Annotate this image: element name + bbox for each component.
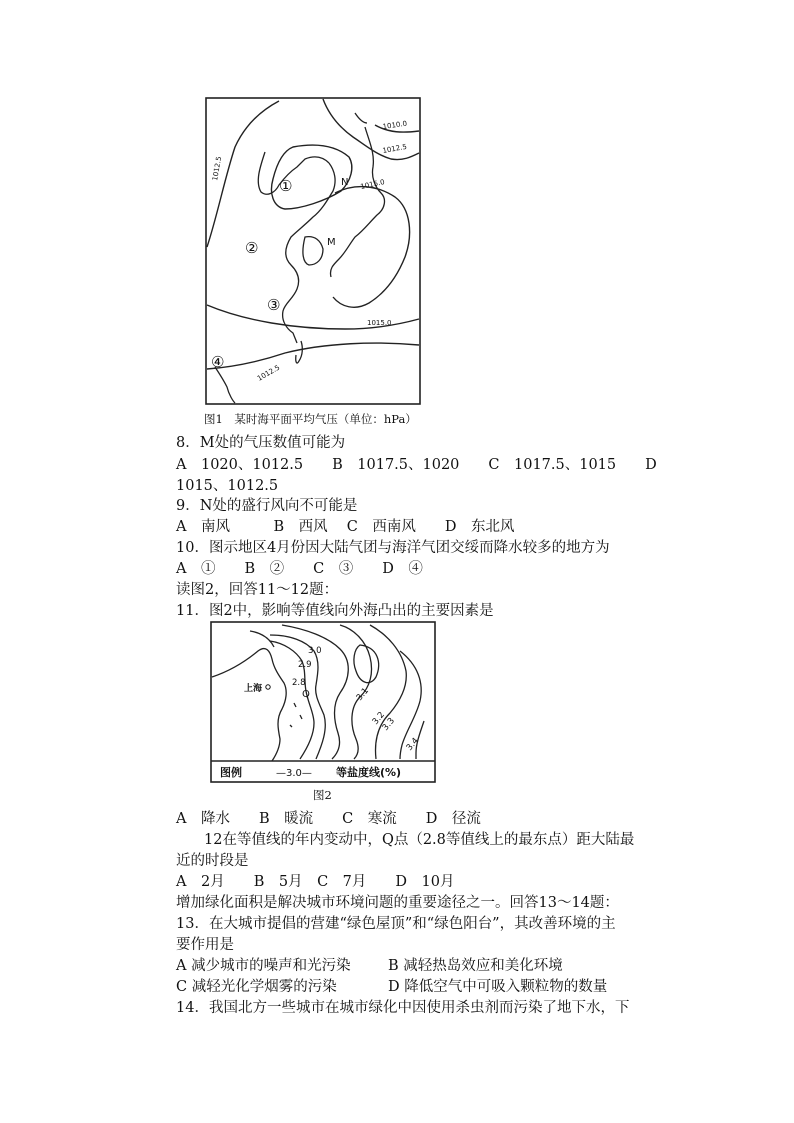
isobar-label: 1012.5 (381, 142, 408, 155)
q11-stem: 11．图2中，影响等值线向外海凸出的主要因素是 (176, 603, 494, 619)
q13-option-c: C 减轻光化学烟雾的污染 (176, 979, 337, 995)
q10-options: A ① B ② C ③ D ④ (176, 561, 423, 577)
q12-stem-line2: 近的时段是 (176, 853, 249, 869)
q9-options: A 南风 B 西风 C 西南风 D 东北风 (176, 519, 515, 535)
q9-stem: 9．N处的盛行风向不可能是 (176, 498, 358, 514)
legend-sample: —3.0— (276, 768, 312, 779)
figure-1-svg (205, 97, 421, 405)
q10-stem: 10．图示地区4月份因大陆气团与海洋气团交绥而降水较多的地方为 (176, 540, 610, 556)
figure-2-caption: 图2 (313, 788, 332, 802)
figure-2-svg (210, 621, 436, 783)
legend-title: 图例 (220, 766, 242, 779)
figure-2-map (210, 621, 436, 783)
q8-options: A 1020、1012.5 B 1017.5、1020 C 1017.5、1015 D (176, 457, 657, 473)
q13-options-cd (176, 977, 607, 997)
q13-stem-line2: 要作用是 (176, 937, 234, 953)
q13-stem-line1: 13．在大城市提倡的营建“绿色屋顶”和“绿色阳台”，其改善环境的主 (176, 916, 616, 932)
isoline-label: 3.1 (354, 686, 371, 703)
isoline-label: 2.9 (298, 660, 312, 670)
isobar-label: 1010.0 (382, 119, 408, 131)
legend-text: 等盐度线(%) (336, 766, 402, 779)
q13-option-b: B 减轻热岛效应和美化环境 (388, 958, 563, 974)
point-label-m: M (327, 237, 336, 248)
figure-1-map (205, 97, 421, 405)
isoline-label: 3.0 (308, 646, 322, 656)
q13-option-d: D 降低空气中可吸入颗粒物的数量 (388, 979, 608, 995)
q12-options: A 2月 B 5月 C 7月 D 10月 (176, 874, 455, 890)
point-label-q: Q (302, 689, 310, 700)
isoline-label: 3.2 (370, 710, 387, 727)
isobar-label: 1015.0 (359, 178, 386, 191)
isobar-label: 1012.5 (256, 363, 282, 383)
read-figure-2: 读图2，回答11～12题： (176, 582, 339, 598)
isoline-label: 3.4 (404, 736, 421, 753)
isoline-label: 3.3 (380, 716, 397, 733)
q13-options-ab (176, 956, 563, 976)
q13-option-a: A 减少城市的噪声和光污染 (176, 958, 351, 974)
figure-1-caption: 图1 某时海平面平均气压（单位：hPa） (204, 412, 417, 426)
q14-stem-line1: 14．我国北方一些城市在城市绿化中因使用杀虫剂而污染了地下水，下 (176, 1000, 630, 1016)
q12-stem-line1: 12在等值线的年内变动中，Q点（2.8等值线上的最东点）距大陆最 (204, 832, 635, 848)
region-marker-2: ② (245, 239, 259, 257)
isoline-label: 2.8 (292, 678, 306, 688)
region-marker-3: ③ (267, 296, 281, 314)
q8-stem: 8．M处的气压数值可能为 (176, 435, 346, 451)
city-label-shanghai: 上海 (244, 684, 263, 694)
intro-13-14: 增加绿化面积是解决城市环境问题的重要途径之一。回答13～14题： (176, 895, 619, 911)
isobar-label: 1012.5 (211, 155, 224, 182)
point-label-n: N (341, 177, 349, 188)
region-marker-4: ④ (211, 353, 225, 371)
region-marker-1: ① (279, 177, 293, 195)
isobar-label: 1015.0 (367, 319, 392, 327)
q11-options: A 降水 B 暖流 C 寒流 D 径流 (176, 811, 481, 827)
q8-options-cont: 1015、1012.5 (176, 478, 279, 494)
